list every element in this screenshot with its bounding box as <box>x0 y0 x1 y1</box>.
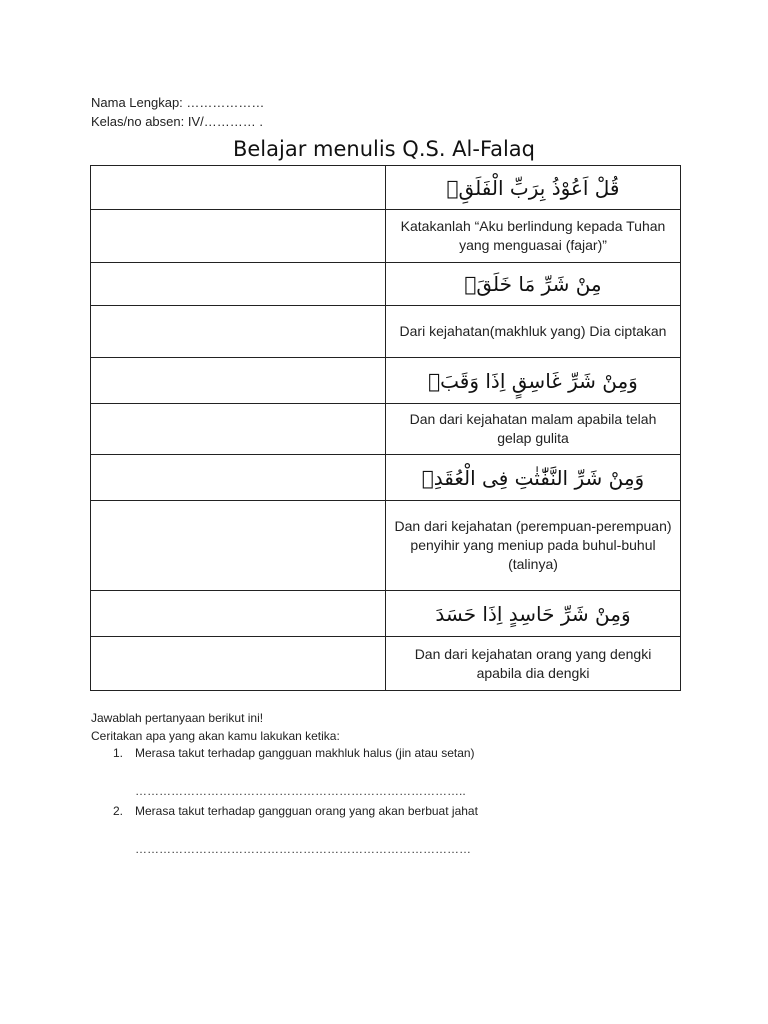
table-row <box>91 263 681 306</box>
instruction-tell: Ceritakan apa yang akan kamu lakukan ketika: <box>91 729 340 743</box>
instruction-answer: Jawablah pertanyaan berikut ini! <box>91 711 264 725</box>
table-row <box>91 306 681 358</box>
arabic-verse-2: مِنْ شَرِّ مَا خَلَقَۙ <box>386 263 681 306</box>
question-number: 2. <box>113 804 124 818</box>
table-row <box>91 404 681 455</box>
writing-cell[interactable] <box>91 637 386 691</box>
class-number-line: Kelas/no absen: IV/………… . <box>91 114 263 129</box>
question-2 <box>113 804 478 818</box>
student-name-line: Nama Lengkap: ……………… <box>91 95 265 110</box>
writing-cell[interactable] <box>91 404 386 455</box>
translation-1: Katakanlah “Aku berlindung kepada Tuhan yang menguasai (fajar)” <box>386 210 681 263</box>
translation-3: Dan dari kejahatan malam apabila telah gelap gulita <box>386 404 681 455</box>
question-1 <box>113 746 475 760</box>
table-row <box>91 591 681 637</box>
question-number: 1. <box>113 746 124 760</box>
table-row <box>91 637 681 691</box>
table-row <box>91 501 681 591</box>
al-falaq-table <box>90 165 681 691</box>
translation-4: Dan dari kejahatan (perempuan-perempuan) penyihir yang meniup pada buhul-buhul (talinya) <box>386 501 681 591</box>
arabic-verse-4: وَمِنْ شَرِّ النَّفّٰثٰتِ فِى الْعُقَدِۙ <box>386 455 681 501</box>
translation-5: Dan dari kejahatan orang yang dengki apabila dia dengki <box>386 637 681 691</box>
writing-cell[interactable] <box>91 358 386 404</box>
writing-cell[interactable] <box>91 166 386 210</box>
table-row <box>91 210 681 263</box>
writing-cell[interactable] <box>91 263 386 306</box>
table-row <box>91 166 681 210</box>
writing-cell[interactable] <box>91 501 386 591</box>
arabic-verse-3: وَمِنْ شَرِّ غَاسِقٍ اِذَا وَقَبَۙ <box>386 358 681 404</box>
writing-cell[interactable] <box>91 455 386 501</box>
arabic-verse-1: قُلْ اَعُوْذُ بِرَبِّ الْفَلَقِۙ <box>386 166 681 210</box>
translation-2: Dari kejahatan(makhluk yang) Dia ciptakan <box>386 306 681 358</box>
question-text: Merasa takut terhadap gangguan makhluk halus (jin atau setan) <box>135 746 475 760</box>
answer-line-2[interactable]: ………………………………………………………………………… <box>135 842 471 856</box>
question-text: Merasa takut terhadap gangguan orang yang akan berbuat jahat <box>135 804 478 818</box>
page-title: Belajar menulis Q.S. Al-Falaq <box>232 137 536 161</box>
table-row <box>91 358 681 404</box>
writing-cell[interactable] <box>91 210 386 263</box>
writing-cell[interactable] <box>91 306 386 358</box>
arabic-verse-5: وَمِنْ شَرِّ حَاسِدٍ اِذَا حَسَدَ <box>386 591 681 637</box>
writing-cell[interactable] <box>91 591 386 637</box>
answer-line-1[interactable]: ……………………………………………………………………….. <box>135 784 466 798</box>
table-row <box>91 455 681 501</box>
